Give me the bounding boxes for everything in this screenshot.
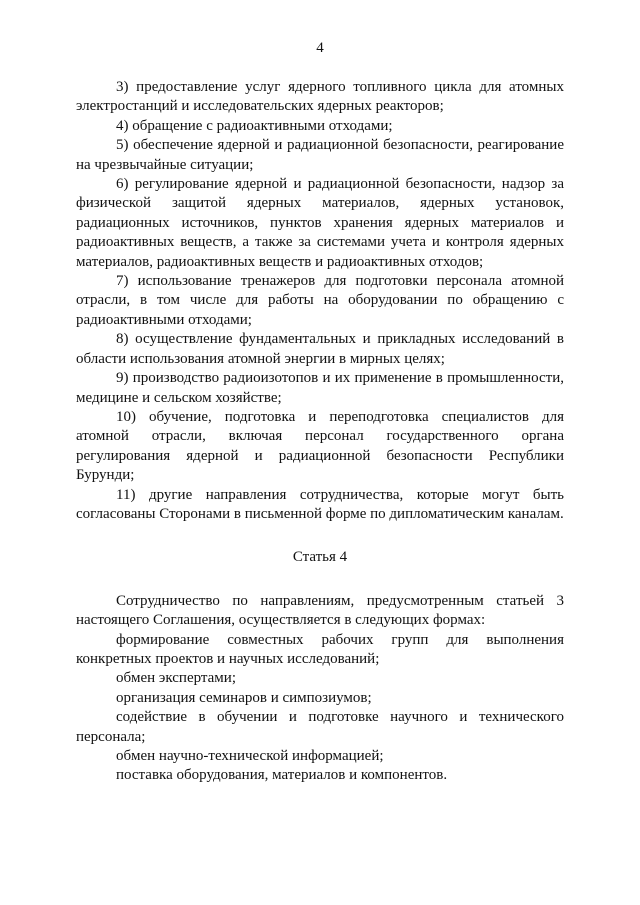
article3-item-4: 4) обращение с радиоактивными отходами; xyxy=(116,117,393,134)
article3-item-7: 7) использование тренажеров для подготовки персонала атомной отрасли, в том числе для работы на оборудовании по обращению с радиоактивными отходами; xyxy=(76,273,564,328)
article4-item-training: содействие в обучении и подготовке научного и технического персонала; xyxy=(76,709,564,745)
article4-intro: Сотрудничество по направлениям, предусмотренным статьей 3 настоящего Соглашения, осуществляется в следующих формах: xyxy=(76,592,564,629)
article3-item-3: 3) предоставление услуг ядерного топливного цикла для атомных электростанций и исследовательских ядерных реакторов; xyxy=(76,79,564,115)
article4-item-expert-exchange: обмен экспертами; xyxy=(116,670,236,687)
document-body xyxy=(76,78,564,786)
article4-item-working-groups: формирование совместных рабочих групп для выполнения конкретных проектов и научных исследований; xyxy=(76,631,564,667)
article4-item-seminars: организация семинаров и симпозиумов; xyxy=(116,689,372,706)
article3-item-5: 5) обеспечение ядерной и радиационной безопасности, реагирование на чрезвычайные ситуации; xyxy=(76,137,564,173)
page-number: 4 xyxy=(316,40,324,56)
article4-heading: Статья 4 xyxy=(292,549,348,566)
article3-item-9: 9) производство радиоизотопов и их применение в промышленности, медицине и сельском хозяйстве; xyxy=(76,370,564,406)
article3-item-6: 6) регулирование ядерной и радиационной безопасности, надзор за физической защитой ядерных материалов, ядерных установок, радиационных источников, пунктов хранения ядерных материалов и радиоактивных веществ, а также за системами учета и контроля ядерных материалов, радиоактивных веществ и радиоактивных отходов; xyxy=(76,176,564,270)
article3-item-8: 8) осуществление фундаментальных и прикладных исследований в области использования атомной энергии в мирных целях; xyxy=(76,331,564,367)
article4-item-info-exchange: обмен научно-технической информацией; xyxy=(116,748,384,764)
article4-item-supply: поставка оборудования, материалов и компонентов. xyxy=(116,767,448,784)
article3-item-11: 11) другие направления сотрудничества, которые могут быть согласованы Сторонами в письменной форме по дипломатическим каналам. xyxy=(76,486,564,522)
article3-item-10: 10) обучение, подготовка и переподготовка специалистов для атомной отрасли, включая персонал государственного органа регулирования ядерной и радиационной безопасности Республики Бурунди; xyxy=(76,408,564,484)
